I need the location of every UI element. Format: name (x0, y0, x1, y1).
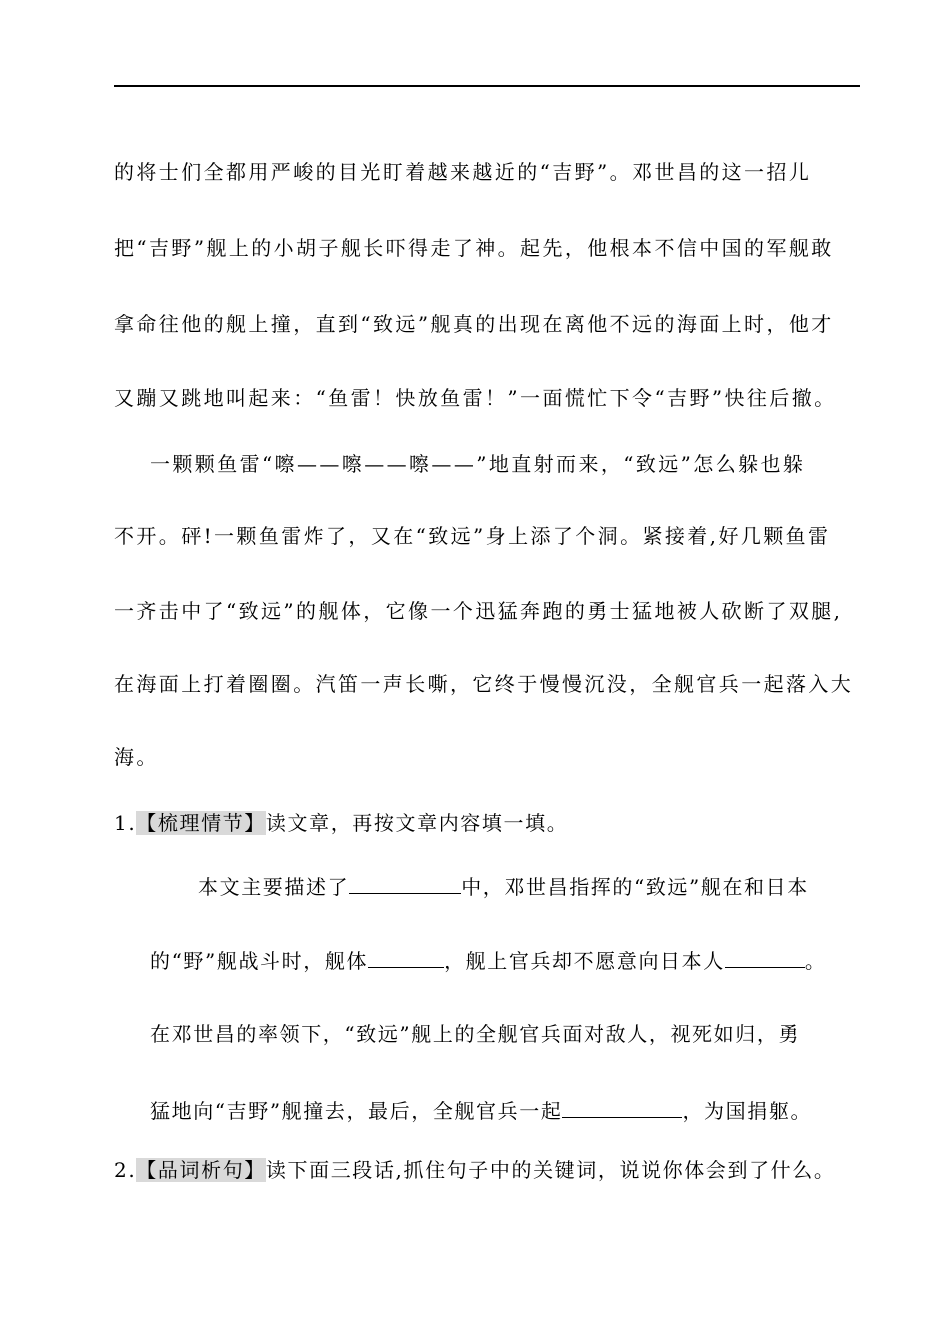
fill-text: ，为国捐躯。 (682, 1099, 813, 1123)
passage-line: 把“吉野”舰上的小胡子舰长吓得走了神。起先，他根本不信中国的军舰敢 (114, 236, 834, 260)
answer-blank[interactable] (349, 871, 461, 894)
passage-line: 拿命往他的舰上撞，直到“致远”舰真的出现在离他不远的海面上时，他才 (114, 312, 834, 336)
fill-text: 中，邓世昌指挥的“致远”舰在和日本 (461, 875, 809, 899)
question-tag: 【品词析句】 (136, 1158, 266, 1182)
question-1-heading (114, 809, 860, 837)
passage-line: 一齐击中了“致远”的舰体，它像一个迅猛奔跑的勇士猛地被人砍断了双腿, (114, 599, 843, 623)
fill-text: 本文主要描述了 (198, 875, 350, 899)
fill-text: 。 (804, 949, 827, 973)
passage-line: 又蹦又跳地叫起来：“鱼雷！快放鱼雷！”一面慌忙下令“吉野”快往后撤。 (114, 386, 837, 410)
question-prompt: 读文章，再按文章内容填一填。 (265, 811, 569, 835)
passage-line: 一颗颗鱼雷“嚓——嚓——嚓——”地直射而来，“致远”怎么躲也躲 (150, 452, 806, 476)
fill-text: 猛地向“吉野”舰撞去，最后，全舰官兵一起 (150, 1099, 563, 1123)
fill-text: ，舰上官兵却不愿意向日本人 (444, 949, 725, 973)
answer-blank[interactable] (368, 945, 444, 968)
question-2-heading (114, 1156, 860, 1184)
question-number: 1. (114, 811, 137, 835)
question-tag: 【梳理情节】 (136, 811, 266, 835)
fill-line (198, 871, 944, 901)
question-prompt: 读下面三段话,抓住句子中的关键词，说说你体会到了什么。 (265, 1158, 836, 1182)
fill-line: 在邓世昌的率领下，“致远”舰上的全舰官兵面对敌人，视死如归，勇 (150, 1022, 801, 1046)
fill-line (150, 1095, 896, 1125)
passage-line: 不开。砰!一颗鱼雷炸了，又在“致远”身上添了个洞。紧接着,好几颗鱼雷 (114, 524, 831, 548)
header-rule (114, 85, 860, 87)
answer-blank[interactable] (562, 1095, 682, 1118)
answer-blank[interactable] (725, 945, 805, 968)
passage-line: 海。 (114, 745, 159, 769)
passage-line: 在海面上打着圈圈。汽笛一声长嘶，它终于慢慢沉没，全舰官兵一起落入大 (114, 672, 854, 696)
question-number: 2. (114, 1158, 137, 1182)
fill-line (150, 945, 896, 975)
passage-line: 的将士们全都用严峻的目光盯着越来越近的“吉野”。邓世昌的这一招儿 (114, 160, 812, 184)
fill-text: 的“野”舰战斗时，舰体 (150, 949, 369, 973)
